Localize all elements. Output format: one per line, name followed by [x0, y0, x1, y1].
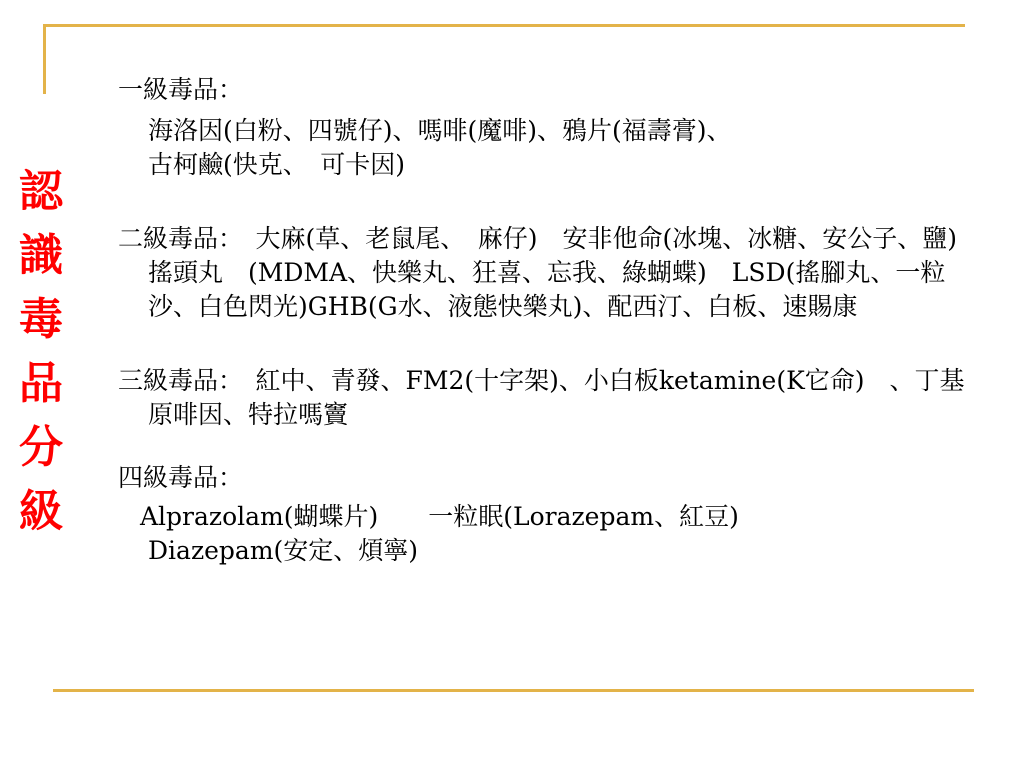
top-divider	[43, 24, 965, 27]
top-left-accent-bar	[43, 24, 46, 94]
section-line: 海洛因(白粉、四號仔)、嗎啡(魔啡)、鴉片(福壽膏)、	[148, 116, 732, 145]
vertical-title	[12, 160, 70, 544]
slide-content	[118, 74, 983, 568]
section-line: 古柯鹼(快克、 可卡因)	[148, 150, 406, 179]
section-text: 三級毒品： 紅中、青發、FM2(十字架)、小白板ketamine(K它命) 、丁基原啡因、特拉嗎竇	[118, 366, 965, 429]
title-char: 認	[19, 166, 63, 217]
title-char: 分	[19, 422, 63, 473]
section-text: 二級毒品： 大麻(草、老鼠尾、 麻仔) 安非他命(冰塊、冰糖、安公子、鹽) 搖頭丸 (MDMA、快樂丸、狂喜、忘我、綠蝴蝶) LSD(搖腳丸、一粒沙、白色閃光)GHB(G水、液態快樂丸)、配西汀、白板、速賜康	[118, 224, 983, 321]
bottom-divider	[53, 689, 974, 692]
section-class-4	[118, 462, 978, 568]
title-char: 識	[19, 230, 63, 281]
section-class-1	[118, 74, 978, 182]
section-class-3	[118, 364, 978, 432]
section-class-2	[118, 222, 983, 324]
section-heading: 一級毒品：	[118, 75, 244, 104]
title-char: 品	[19, 358, 63, 409]
title-char: 級	[19, 486, 63, 537]
title-char: 毒	[19, 294, 63, 345]
section-line: Alprazolam(蝴蝶片) 一粒眠(Lorazepam、紅豆)	[140, 502, 739, 531]
section-line: Diazepam(安定、煩寧)	[148, 536, 419, 565]
section-heading: 四級毒品：	[118, 463, 244, 492]
